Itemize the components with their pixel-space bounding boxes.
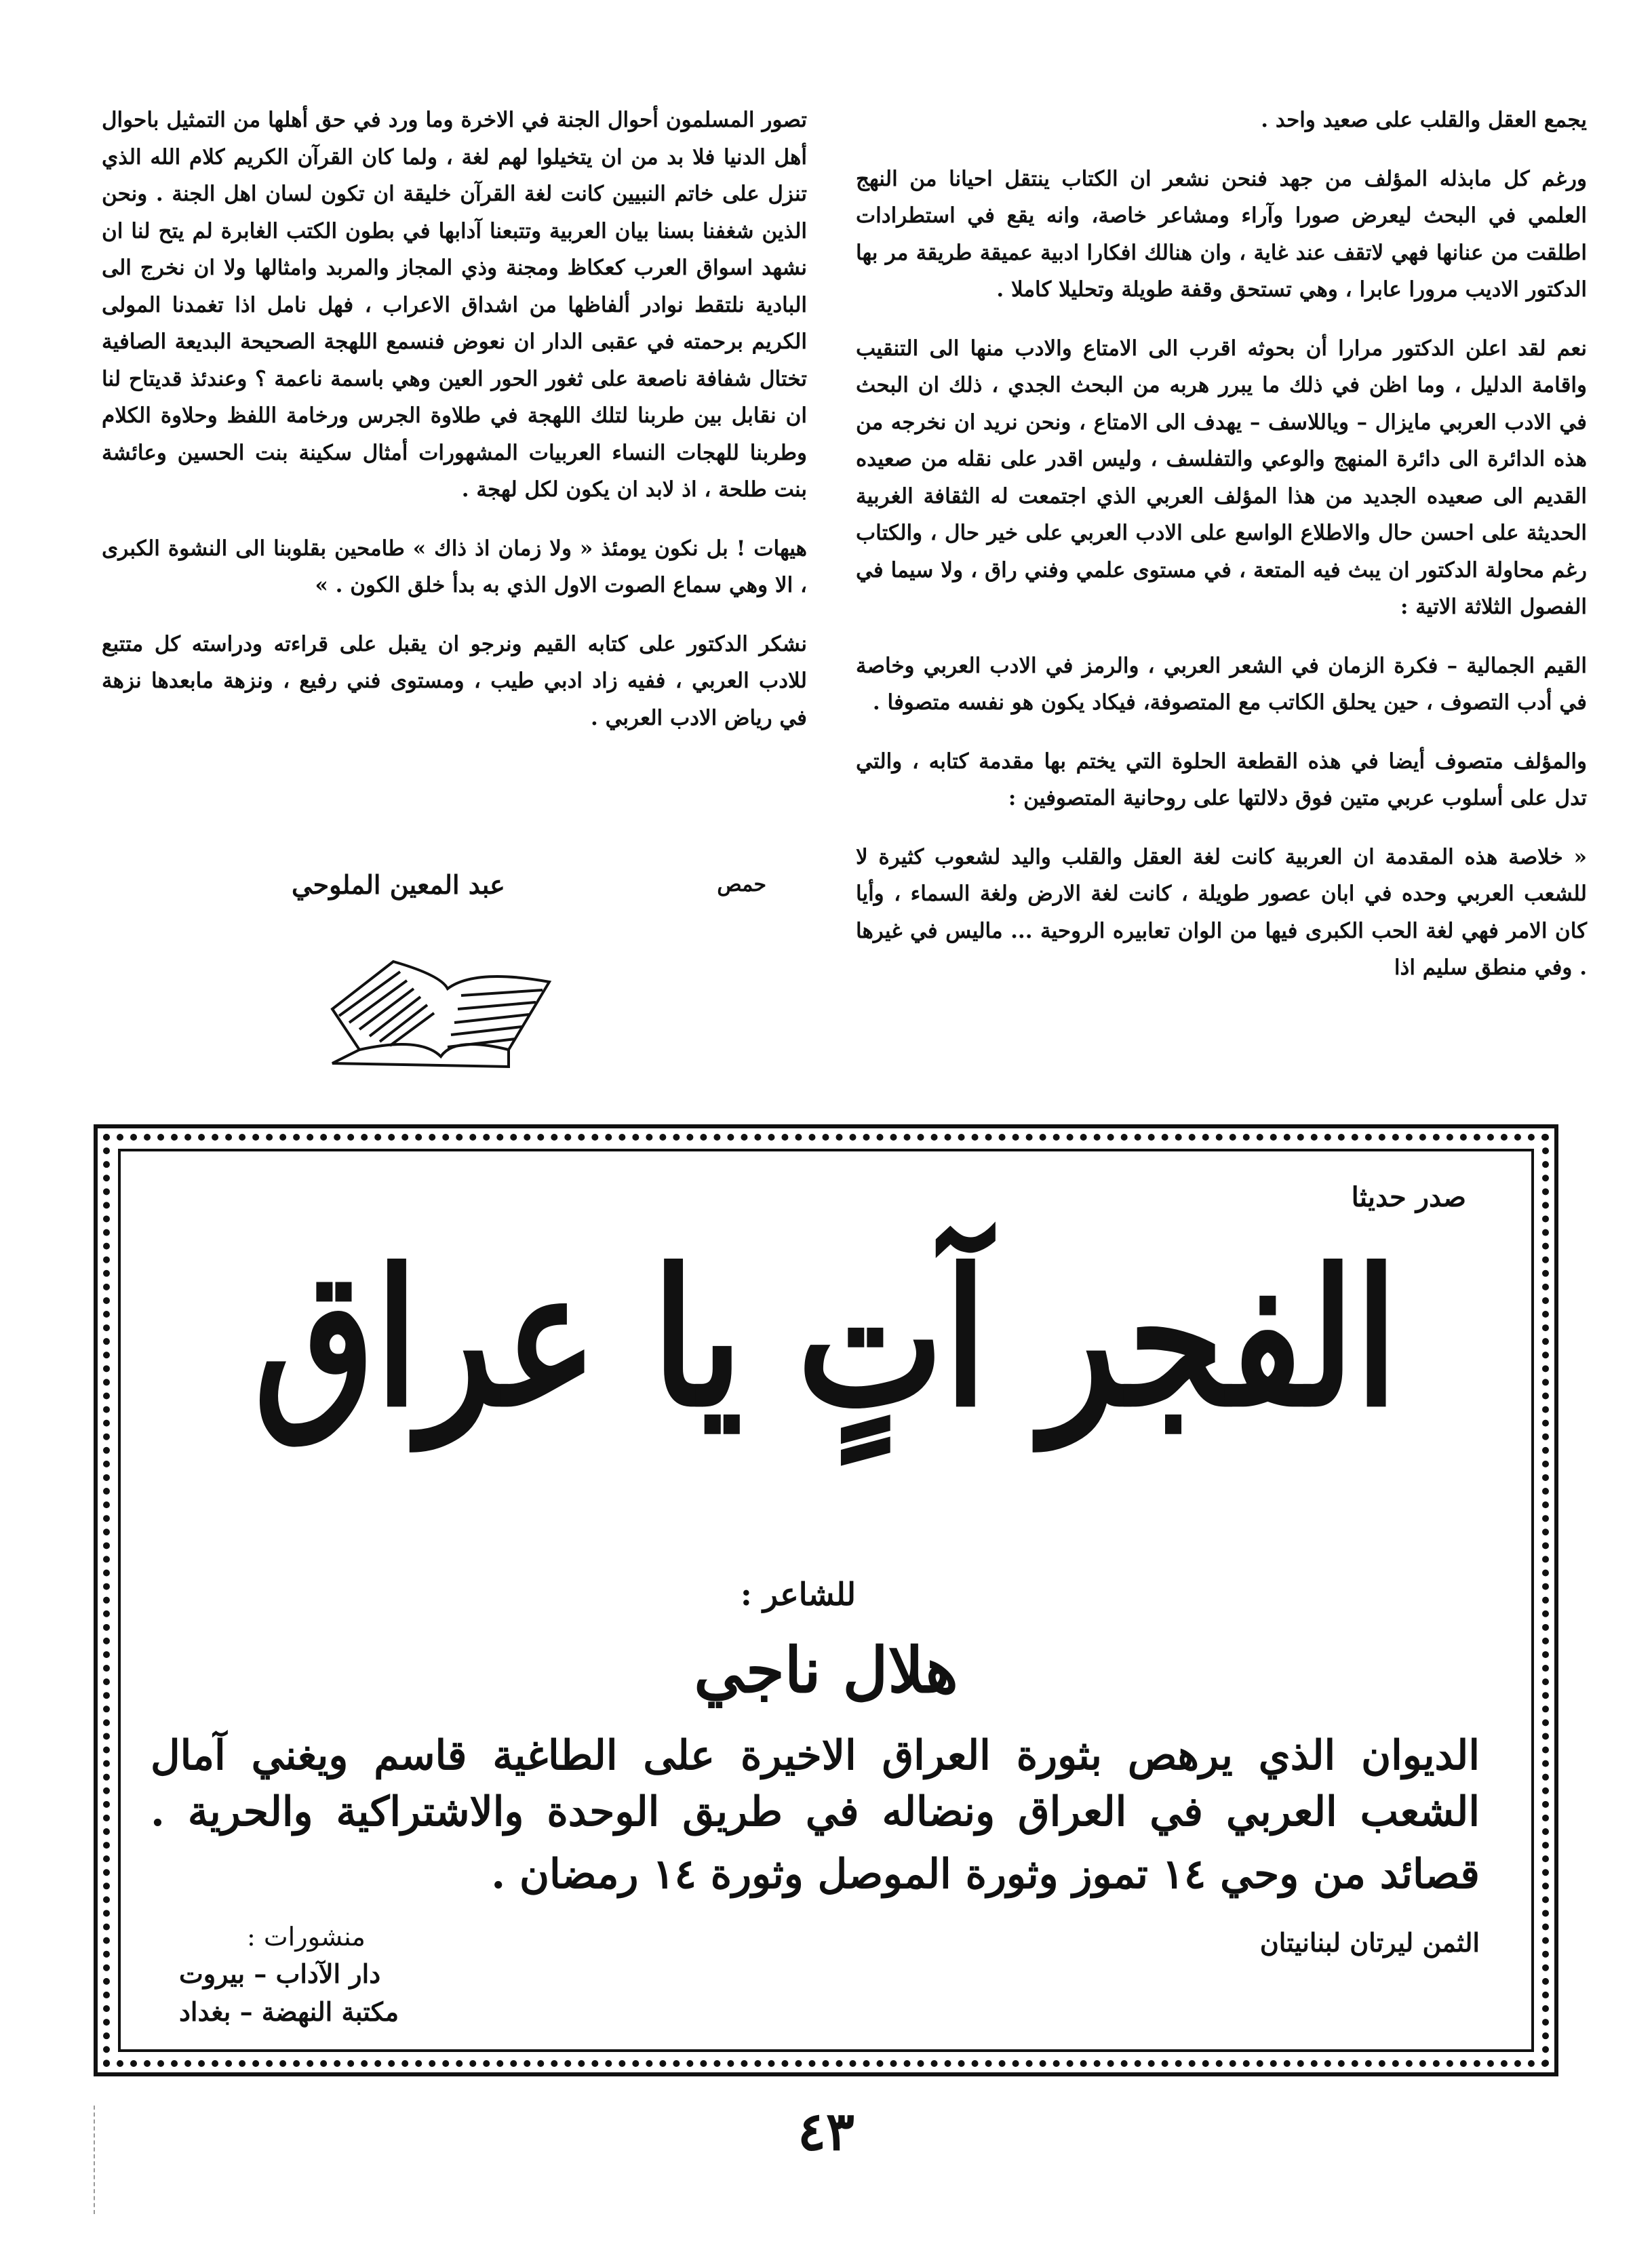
page-number: ٤٣	[798, 2101, 854, 2163]
poet-name: هلال ناجي	[694, 1634, 958, 1707]
paragraph: تصور المسلمون أحوال الجنة في الاخرة وما ورد في حق أهلها من التمثيل باحوال أهل الدنيا فلا بد من ان يتخيلوا لهم لغة ، ولما كان القرآن الكريم كلام الله الذي تنزل على خاتم النبيين كانت لغة القرآن خليقة ان تكون لسان اهل الجنة . ونحن الذين شغفنا بسنا بيان العربية وتتبعنا آدابها في بطون الكتب الغابرة لم يتح لنا ان نشهد اسواق العرب كعكاظ ومجنة وذي المجاز والمربد وامثالها ولا ان نخرج الى البادية نلتقط نوادر ألفاظها من اشداق الاعراب ، فهل نامل اذا تغمدنا المولى الكريم برحمته في عقبى الدار ان نعوض فنسمع اللهجة الصحيحة البديعة الصافية تختال شفافة ناصعة على ثغور الحور العين وهي باسمة ناعمة ؟ وعندئذ قديتاح لنا ان نقابل بين طربنا لتلك اللهجة في طلاوة الجرس ورخامة اللفظ وحلاوة الكلام وطربنا للهجات النساء العربيات المشهورات أمثال سكينة بنت الحسين وعائشة بنت طلحة ، اذ لابد ان يكون لكل لهجة .	[102, 108, 807, 502]
signature-city: حمص	[717, 873, 766, 896]
poet-label: للشاعر :	[740, 1576, 856, 1613]
paragraph: « خلاصة هذه المقدمة ان العربية كانت لغة العقل والقلب واليد لشعوب كثيرة لا للشعب العربي وحده في ابان عصور طويلة ، كانت لغة الارض ولغة السماء ، وأيا كان الامر فهي لغة الحب الكبرى فيها من الوان تعابيره الروحية ... ماليس في غيرها . وفي منطق سليم اذا	[856, 844, 1587, 980]
open-book-icon	[319, 948, 563, 1073]
paragraph: القيم الجمالية – فكرة الزمان في الشعر العربي ، والرمز في الادب العربي وخاصة في أدب التصوف ، حين يحلق الكاتب مع المتصوفة، فيكاد يكون هو نفسه متصوفا .	[856, 653, 1587, 715]
paragraph: والمؤلف متصوف أيضا في هذه القطعة الحلوة التي يختم بها مقدمة كتابه ، والتي تدل على أسلوب عربي متين فوق دلالتها على روحانية المتصوفين :	[856, 749, 1587, 810]
paragraph: يجمع العقل والقلب على صعيد واحد .	[1261, 108, 1587, 132]
paragraph: هيهات ! بل نكون يومئذ « ولا زمان اذ ذاك » طامحين بقلوبنا الى النشوة الكبرى ، الا وهي سماع الصوت الاول الذي به بدأ خلق الكون . »	[102, 536, 807, 597]
paragraph: نعم لقد اعلن الدكتور مرارا أن بحوثه اقرب الى الامتاع والادب منها الى التنقيب واقامة الدليل ، وما اظن في ذلك ما يبرر هربه من البحث الجدي ، ذلك ان البحث في الادب العربي مايزال – وياللاسف – يهدف الى الامتاع ، ونحن نريد ان نخرجه من هذه الدائرة الى دائرة المنهج والوعي والتفلسف ، وليس اقدر على نقله من صعيده القديم الى صعيده الجديد من هذا المؤلف العربي الذي اجتمعت له الثقافة الغربية الحديثة على احسن حال والاطلاع الواسع على الادب العربي على خير حال ، والكتاب رغم محاولة الدكتور ان يبث فيه المتعة ، في مستوى علمي وفني راق ، ولا سيما في الفصول الثلاثة الاتية :	[856, 336, 1587, 619]
book-advertisement	[94, 1124, 1558, 2076]
book-description-line: قصائد من وحي ١٤ تموز وثورة الموصل وثورة ١٤ رمضان .	[491, 1851, 1480, 1898]
article-column-left	[102, 102, 807, 758]
just-published-label: صدر حديثا	[1351, 1181, 1466, 1213]
book-description-line: الشعب العربي في العراق ونضاله في طريق الوحدة والاشتراكية والحرية .	[151, 1788, 1480, 1836]
price-label: الثمن ليرتان لبنانيتان	[1259, 1927, 1480, 1958]
signature-name: عبد المعين الملوحي	[292, 869, 505, 900]
paragraph: ورغم كل مابذله المؤلف من جهد فنحن نشعر ان الكتاب ينتقل احيانا من النهج العلمي في البحث ليعرض صورا وآراء ومشاعر خاصة، وانه يقع في استطرادات اطلقت من عنانها فهي لاتقف عند غاية ، وان هنالك افكارا ادبية عميقة طريقة مر بها الدكتور الاديب مرورا عابرا ، وهي تستحق وقفة طويلة وتحليلا كاملا .	[856, 166, 1587, 302]
article-column-right	[856, 102, 1587, 1008]
paragraph: نشكر الدكتور على كتابه القيم ونرجو ان يقبل على قراءته ودراسته كل متتبع للادب العربي ، ففيه زاد ادبي طيب ، ومستوى فني رفيع ، ونزهة مابعدها نزهة في رياض الادب العربي .	[102, 631, 807, 730]
book-description-line: الديوان الذي يرهص بثورة العراق الاخيرة على الطاغية قاسم ويغني آمال	[151, 1732, 1480, 1779]
publisher-name: دار الآداب – بيروت	[179, 1958, 381, 1989]
publisher-name: مكتبة النهضة – بغداد	[179, 1996, 399, 2027]
publisher-label: منشورات :	[247, 1922, 366, 1952]
author-signature	[102, 869, 807, 900]
book-title: الفجر آتٍ يا عراق	[254, 1229, 1398, 1448]
